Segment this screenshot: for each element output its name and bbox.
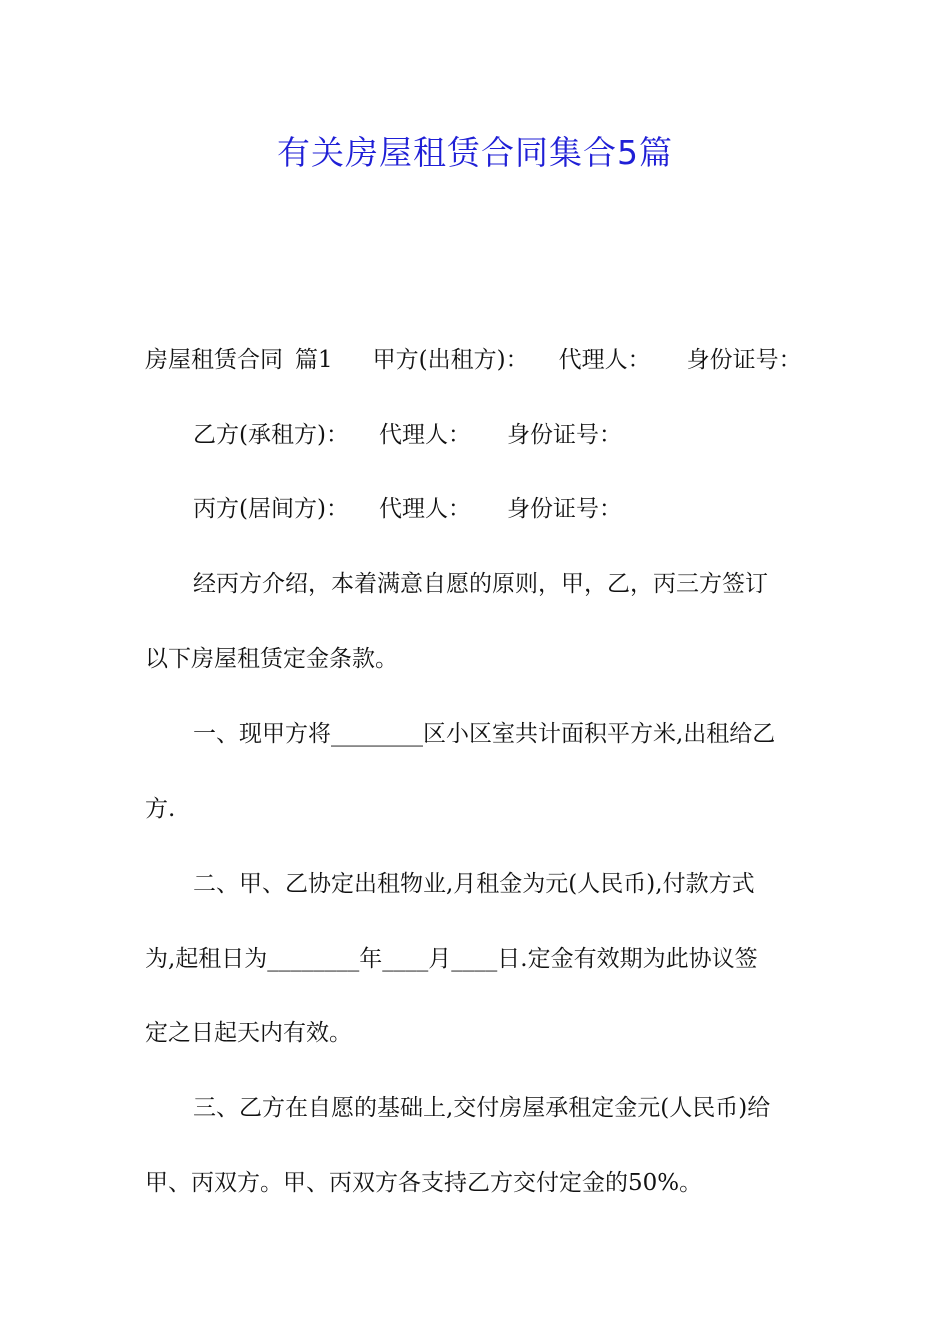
paragraph-intro-line-1: 经丙方介绍，本着满意自愿的原则，甲，乙，丙三方签订 — [193, 571, 768, 597]
section-label: 房屋租赁合同 — [145, 347, 283, 373]
party-c-line — [193, 494, 622, 524]
party-b-agent-label: 代理人： — [378, 422, 471, 448]
clause-3-line-2: 甲、丙双方。甲、丙双方各支持乙方交付定金的50%。 — [145, 1170, 703, 1196]
clause-1-line-2: 方. — [145, 796, 176, 822]
party-c-id-label: 身份证号： — [506, 496, 622, 522]
party-b-id-label: 身份证号： — [506, 422, 622, 448]
party-a-id-label: 身份证号： — [686, 347, 802, 373]
clause-2-line-3: 定之日起天内有效。 — [145, 1020, 352, 1046]
section-number: 篇1 — [295, 347, 333, 373]
party-a-label: 甲方(出租方)： — [372, 347, 529, 373]
clause-2-line-2: 为,起租日为________年____月____日.定金有效期为此协议签 — [145, 946, 758, 972]
party-c-agent-label: 代理人： — [378, 496, 471, 522]
clause-2-line-1: 二、甲、乙协定出租物业,月租金为元(人民币),付款方式 — [193, 871, 755, 897]
party-b-line — [193, 420, 622, 450]
header-line — [145, 345, 802, 375]
party-c-label: 丙方(居间方)： — [193, 496, 349, 522]
clause-3-line-1: 三、乙方在自愿的基础上,交付房屋承租定金元(人民币)给 — [193, 1095, 771, 1121]
clause-1-line-1: 一、现甲方将________区小区室共计面积平方米,出租给乙 — [193, 721, 776, 747]
document-title: 有关房屋租赁合同集合5篇 — [277, 133, 673, 172]
party-a-agent-label: 代理人： — [558, 347, 651, 373]
party-b-label: 乙方(承租方)： — [193, 422, 349, 448]
paragraph-intro-line-2: 以下房屋租赁定金条款。 — [145, 646, 398, 672]
